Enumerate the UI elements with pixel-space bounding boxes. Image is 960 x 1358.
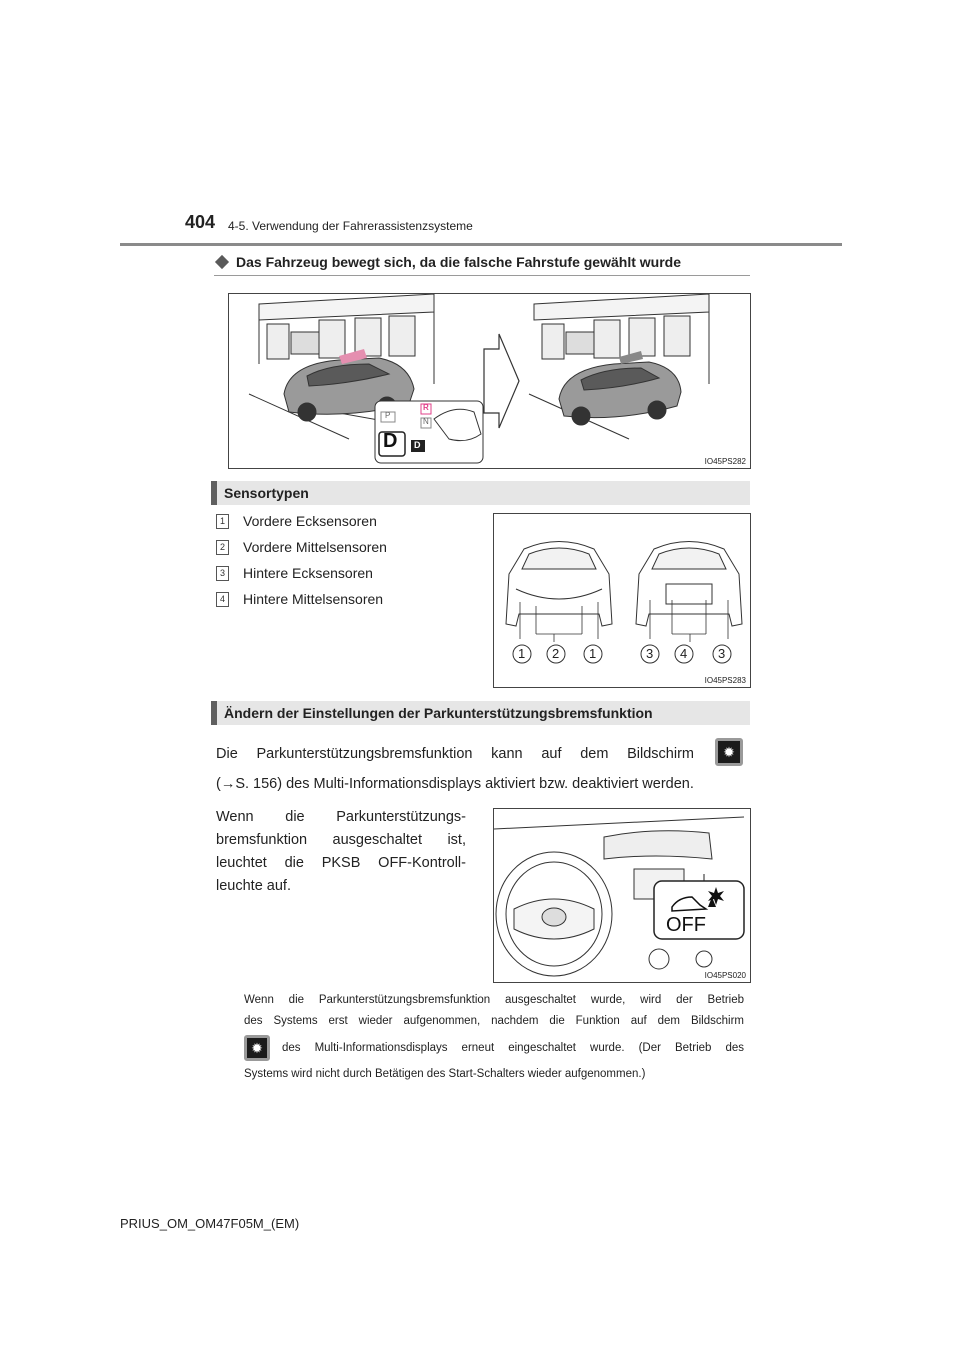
sensor-list [216,508,387,612]
paragraph-line: Wenn die Parkunterstützungs- [216,809,466,825]
item-label: Vordere Mittelsensoren [243,539,387,555]
dashboard-drawing [494,809,750,982]
page-number: 404 [185,212,216,232]
sensor-label-3: 3 [646,646,654,661]
subsection-title: Das Fahrzeug bewegt sich, da die falsche Fahrstufe gewählt wurde [236,254,681,270]
paragraph-line: (→S. 156) des Multi-Informationsdisplays aktiviert bzw. deaktiviert werden. [216,776,694,792]
chapter-title: 4-5. Verwendung der Fahrerassistenzsysteme [228,219,473,233]
item-number: 4 [216,592,229,607]
note-line: Wenn die Parkunterstützungsbremsfunktion ausgeschaltet wurde, wird der Betrieb [244,994,744,1006]
list-item [216,586,387,612]
subsection-heading [214,254,750,276]
gear-indicator-letter: D [414,440,421,450]
gear-letter-r: R [423,403,429,412]
item-number: 1 [216,514,229,529]
settings-gear-icon: ✹ [244,1035,270,1061]
list-item [216,534,387,560]
section-heading-sensor-types: Sensortypen [211,481,750,505]
paragraph-line: bremsfunktion ausgeschaltet ist, [216,832,466,848]
dashboard-illustration [493,808,751,983]
wrong-gear-illustration [228,293,751,469]
item-label: Hintere Mittelsensoren [243,591,384,607]
figure-code: IO45PS283 [704,676,746,685]
gear-selected-letter: D [383,430,398,452]
note-line: des Multi-Informationsdisplays erneut eingeschaltet wurde. (Der Betrieb des [282,1042,744,1054]
item-number: 3 [216,566,229,581]
sensor-label-1: 1 [518,646,526,661]
settings-gear-icon: ✹ [715,738,743,766]
diamond-bullet-icon [215,255,229,269]
sensor-position-illustration [493,513,751,688]
item-label: Vordere Ecksensoren [243,513,377,529]
paragraph-line: leuchtet die PKSB OFF-Kontroll- [216,855,466,871]
paragraph-block [216,806,466,898]
sensor-position-drawing [494,514,750,687]
gear-letter-n: N [423,417,429,426]
figure-code: IO45PS020 [704,971,746,980]
header-rule [120,243,842,246]
sensor-label-2: 2 [552,646,560,661]
wrong-gear-drawing [229,294,750,468]
sensor-label-3: 3 [718,646,726,661]
sensor-label-1: 1 [589,646,597,661]
section-heading-change-settings: Ändern der Einstellungen der Parkunterstützungsbremsfunktion [211,701,750,725]
paragraph-line: leuchte auf. [216,878,291,894]
item-label: Hintere Ecksensoren [243,565,373,581]
footer-doc-code: PRIUS_OM_OM47F05M_(EM) [120,1216,300,1231]
paragraph-line: Die Parkunterstützungsbremsfunktion kann auf dem Bildschirm [216,746,694,762]
note-line: des Systems erst wieder aufgenommen, nachdem die Funktion auf dem Bildschirm [244,1015,744,1027]
item-number: 2 [216,540,229,555]
note-line: Systems wird nicht durch Betätigen des Start-Schalters wieder aufgenommen.) [244,1068,646,1080]
list-item [216,560,387,586]
pksb-off-text: OFF [666,914,706,936]
gear-letter-p: P [385,411,391,420]
figure-code: IO45PS282 [704,457,746,466]
list-item [216,508,387,534]
sensor-label-4: 4 [680,646,688,661]
